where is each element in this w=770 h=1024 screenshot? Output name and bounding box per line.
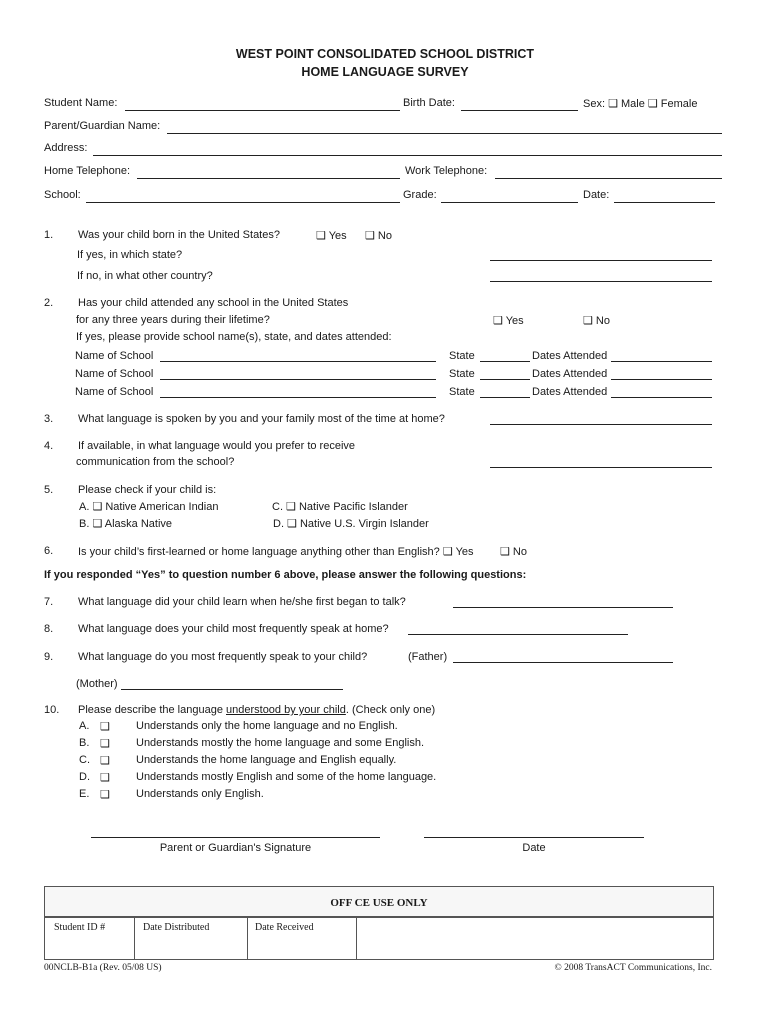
signature-label: Parent or Guardian's Signature (159, 842, 312, 854)
q7-number: 7. (44, 596, 54, 608)
q1-sub-country: If no, in what other country? (77, 270, 213, 282)
q1-state-field[interactable] (490, 260, 712, 261)
q2-dates-attended-label: Dates Attended (532, 368, 608, 380)
q1-no-checkbox[interactable]: ❑ No (365, 230, 392, 242)
q5-option-c[interactable]: C. ❑ Native Pacific Islander (272, 501, 408, 513)
q9-number: 9. (44, 651, 54, 663)
q1-sub-state: If yes, in which state? (77, 249, 183, 261)
q10-option-b-checkbox[interactable]: ❑ (100, 738, 110, 750)
q5-text: Please check if your child is: (78, 484, 217, 496)
student-name-field[interactable] (125, 110, 400, 111)
q5-option-a[interactable]: A. ❑ Native American Indian (79, 501, 219, 513)
form-subtitle: HOME LANGUAGE SURVEY (301, 65, 469, 79)
signature-date-label: Date (522, 842, 546, 854)
address-field[interactable] (93, 155, 722, 156)
q2-dates-field[interactable] (611, 397, 712, 398)
q1-yes-checkbox[interactable]: ❑ Yes (316, 230, 347, 242)
grade-field[interactable] (441, 202, 578, 203)
q2-number: 2. (44, 297, 54, 309)
q2-name-of-school-label: Name of School (75, 368, 154, 380)
q2-text-line1: Has your child attended any school in the United States (78, 297, 349, 309)
q2-state-label: State (449, 350, 475, 362)
q5-number: 5. (44, 484, 54, 496)
address-label: Address: (44, 142, 88, 154)
q6-no-checkbox[interactable]: ❑ No (500, 546, 527, 558)
parent-guardian-label: Parent/Guardian Name: (44, 120, 161, 132)
school-label: School: (44, 189, 81, 201)
q4-text-line2: communication from the school? (76, 456, 235, 468)
q4-text-line1: If available, in what language would you prefer to receive (78, 440, 356, 452)
q2-yes-checkbox[interactable]: ❑ Yes (493, 315, 524, 327)
q2-state-label: State (449, 386, 475, 398)
q1-country-field[interactable] (490, 281, 712, 282)
q2-state-field[interactable] (480, 379, 530, 380)
work-telephone-field[interactable] (495, 178, 722, 179)
q10-option-text: Understands the home language and English equally. (136, 754, 397, 766)
q2-name-of-school-label: Name of School (75, 350, 154, 362)
copyright: © 2008 TransACT Communications, Inc. (554, 963, 712, 973)
q10-option-a-checkbox[interactable]: ❑ (100, 721, 110, 733)
q10-option-letter: A. (79, 720, 90, 732)
q3-answer-field[interactable] (490, 424, 712, 425)
q2-provide-text: If yes, please provide school name(s), state, and dates attended: (76, 331, 392, 343)
work-telephone-label: Work Telephone: (405, 165, 488, 177)
q6-text-yes[interactable]: Is your child’s first-learned or home language anything other than English? ❑ Yes (78, 546, 474, 558)
q10-option-e-checkbox[interactable]: ❑ (100, 789, 110, 801)
date-field[interactable] (614, 202, 715, 203)
q2-school-name-field[interactable] (160, 397, 436, 398)
date-label: Date: (583, 189, 610, 201)
q10-option-letter: B. (79, 737, 90, 749)
office-use-title: OFF CE USE ONLY (330, 897, 428, 909)
birth-date-field[interactable] (461, 110, 578, 111)
q2-state-label: State (449, 368, 475, 380)
home-telephone-field[interactable] (137, 178, 400, 179)
q6-number: 6. (44, 545, 54, 557)
student-name-label: Student Name: (44, 97, 118, 109)
q7-text: What language did your child learn when he/she first began to talk? (78, 596, 406, 608)
date-distributed-label: Date Distributed (143, 922, 210, 933)
q10-option-text: Understands mostly English and some of the home language. (136, 771, 437, 783)
q9-father-field[interactable] (453, 662, 673, 663)
form-title: WEST POINT CONSOLIDATED SCHOOL DISTRICT (235, 47, 535, 61)
q5-option-d[interactable]: D. ❑ Native U.S. Virgin Islander (273, 518, 429, 530)
grade-label: Grade: (403, 189, 437, 201)
office-use-table (44, 916, 714, 960)
q2-state-field[interactable] (480, 361, 530, 362)
q2-school-name-field[interactable] (160, 361, 436, 362)
q4-number: 4. (44, 440, 54, 452)
q2-no-checkbox[interactable]: ❑ No (583, 315, 610, 327)
q10-option-text: Understands mostly the home language and some English. (136, 737, 425, 749)
school-field[interactable] (86, 202, 400, 203)
signature-date-field[interactable] (424, 837, 644, 838)
q10-option-letter: D. (79, 771, 90, 783)
q1-number: 1. (44, 229, 54, 241)
sex-options[interactable]: Sex: ❑ Male ❑ Female (583, 98, 698, 110)
signature-field[interactable] (91, 837, 380, 838)
birth-date-label: Birth Date: (403, 97, 455, 109)
q2-dates-field[interactable] (611, 361, 712, 362)
q3-number: 3. (44, 413, 54, 425)
q8-text: What language does your child most frequently speak at home? (78, 623, 389, 635)
q5-option-b[interactable]: B. ❑ Alaska Native (79, 518, 173, 530)
office-use-header (44, 886, 714, 918)
q3-text: What language is spoken by you and your family most of the time at home? (78, 413, 445, 425)
q10-option-d-checkbox[interactable]: ❑ (100, 772, 110, 784)
q2-dates-attended-label: Dates Attended (532, 386, 608, 398)
parent-guardian-field[interactable] (167, 133, 722, 134)
q9-mother-label: (Mother) (76, 678, 118, 690)
q9-mother-field[interactable] (121, 689, 343, 690)
form-code: 00NCLB-B1a (Rev. 05/08 US) (44, 963, 162, 973)
q10-option-text: Understands only English. (136, 788, 264, 800)
q2-dates-field[interactable] (611, 379, 712, 380)
q10-option-c-checkbox[interactable]: ❑ (100, 755, 110, 767)
q10-option-letter: E. (79, 788, 90, 800)
student-id-label: Student ID # (54, 922, 106, 933)
q1-text: Was your child born in the United States? (78, 229, 280, 241)
home-telephone-label: Home Telephone: (44, 165, 131, 177)
date-received-label: Date Received (255, 922, 314, 933)
q10-text: Please describe the language understood by your child. (Check only one) (78, 704, 436, 716)
q2-state-field[interactable] (480, 397, 530, 398)
q9-father-label: (Father) (408, 651, 448, 663)
q7-answer-field[interactable] (453, 607, 673, 608)
q2-school-name-field[interactable] (160, 379, 436, 380)
q8-answer-field[interactable] (408, 634, 628, 635)
q9-text: What language do you most frequently speak to your child? (78, 651, 368, 663)
q2-text-line2: for any three years during their lifetime? (76, 314, 270, 326)
q2-name-of-school-label: Name of School (75, 386, 154, 398)
q4-answer-field[interactable] (490, 467, 712, 468)
instruction-text: If you responded “Yes” to question number 6 above, please answer the following questions: (44, 569, 527, 581)
q10-number: 10. (44, 704, 60, 716)
q10-option-letter: C. (79, 754, 90, 766)
q10-option-text: Understands only the home language and no English. (136, 720, 398, 732)
q2-dates-attended-label: Dates Attended (532, 350, 608, 362)
q8-number: 8. (44, 623, 54, 635)
